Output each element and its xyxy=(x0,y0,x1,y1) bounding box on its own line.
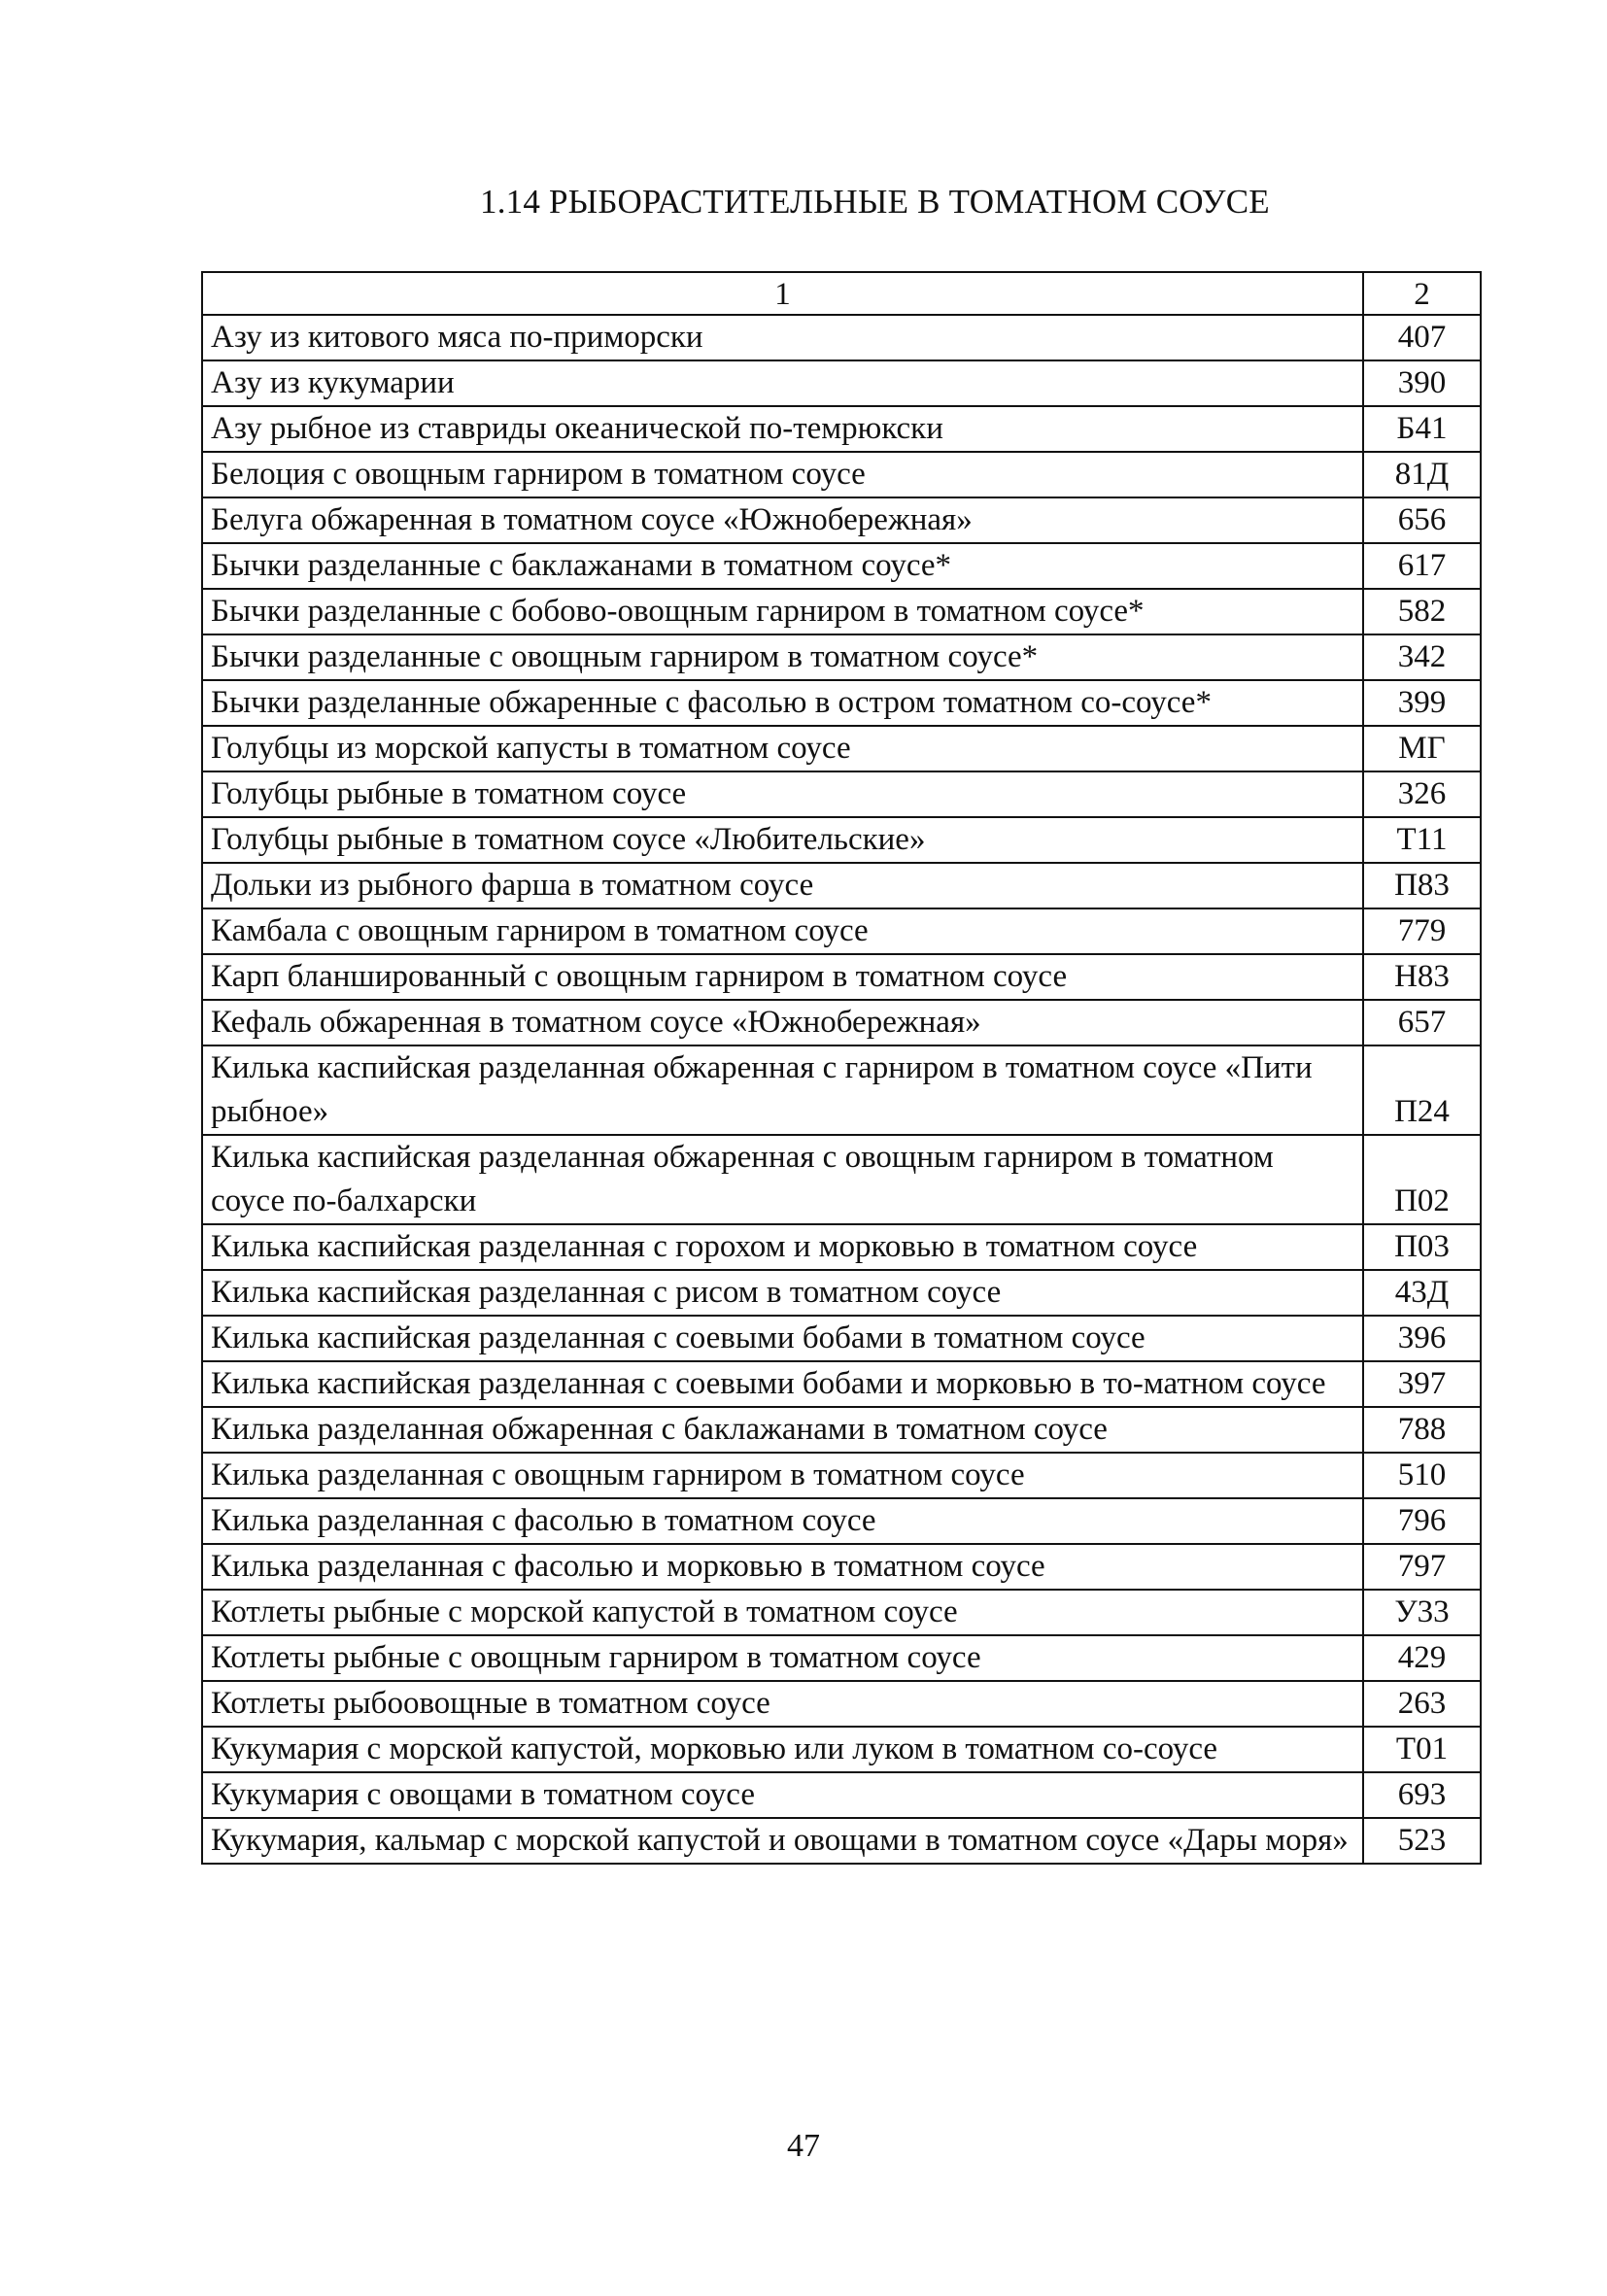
table-row xyxy=(202,771,1481,817)
product-code-cell: 397 xyxy=(1363,1361,1481,1407)
table-row xyxy=(202,497,1481,543)
product-name-cell: Котлеты рыбные с морской капустой в томатном соусе xyxy=(202,1590,1363,1635)
table-row xyxy=(202,1407,1481,1453)
product-code-cell: 263 xyxy=(1363,1681,1481,1727)
product-name-cell: Килька каспийская разделанная обжаренная с овощным гарниром в томатном соусе по-балхарски xyxy=(202,1135,1363,1224)
table-row xyxy=(202,954,1481,1000)
product-code-cell: Н83 xyxy=(1363,954,1481,1000)
table-row xyxy=(202,1045,1481,1135)
product-code-cell: Б41 xyxy=(1363,406,1481,452)
product-code-cell: 657 xyxy=(1363,1000,1481,1045)
product-code-cell: 523 xyxy=(1363,1818,1481,1864)
table-row xyxy=(202,863,1481,908)
product-code-cell: 617 xyxy=(1363,543,1481,589)
product-name-cell: Кукумария, кальмар с морской капустой и овощами в томатном соусе «Дары моря» xyxy=(202,1818,1363,1864)
product-code-cell: 779 xyxy=(1363,908,1481,954)
product-code-cell: 342 xyxy=(1363,634,1481,680)
product-name-cell: Белоция с овощным гарниром в томатном соусе xyxy=(202,452,1363,497)
product-code-cell: 796 xyxy=(1363,1498,1481,1544)
table-row xyxy=(202,1498,1481,1544)
table-row xyxy=(202,1590,1481,1635)
product-code-cell: Т01 xyxy=(1363,1727,1481,1772)
product-name-cell: Азу из кукумарии xyxy=(202,360,1363,406)
product-code-cell: П02 xyxy=(1363,1135,1481,1224)
product-code-cell: 693 xyxy=(1363,1772,1481,1818)
table-row xyxy=(202,1270,1481,1316)
table-row xyxy=(202,315,1481,360)
product-code-cell: Т11 xyxy=(1363,817,1481,863)
product-name-cell: Камбала с овощным гарниром в томатном соусе xyxy=(202,908,1363,954)
table-row xyxy=(202,543,1481,589)
product-name-cell: Бычки разделанные обжаренные с фасолью в остром томатном со-соусе* xyxy=(202,680,1363,726)
product-code-cell: П83 xyxy=(1363,863,1481,908)
table-row xyxy=(202,817,1481,863)
table-row xyxy=(202,1361,1481,1407)
product-name-cell: Котлеты рыбные с овощным гарниром в томатном соусе xyxy=(202,1635,1363,1681)
table-row xyxy=(202,1135,1481,1224)
table-row xyxy=(202,726,1481,771)
product-name-cell: Килька каспийская разделанная с горохом и морковью в томатном соусе xyxy=(202,1224,1363,1270)
table-row xyxy=(202,1772,1481,1818)
product-code-cell: 43Д xyxy=(1363,1270,1481,1316)
product-name-cell: Килька каспийская разделанная обжаренная с гарниром в томатном соусе «Пити рыбное» xyxy=(202,1045,1363,1135)
product-name-cell: Килька разделанная обжаренная с баклажанами в томатном соусе xyxy=(202,1407,1363,1453)
column-header-2: 2 xyxy=(1363,272,1481,315)
product-code-cell: 788 xyxy=(1363,1407,1481,1453)
product-name-cell: Голубцы из морской капусты в томатном соусе xyxy=(202,726,1363,771)
product-code-cell: П24 xyxy=(1363,1045,1481,1135)
column-header-1: 1 xyxy=(202,272,1363,315)
product-name-cell: Килька разделанная с фасолью и морковью в томатном соусе xyxy=(202,1544,1363,1590)
section-title: 1.14 РЫБОРАСТИТЕЛЬНЫЕ В ТОМАТНОМ СОУСЕ xyxy=(480,183,1270,221)
table-row xyxy=(202,1727,1481,1772)
table-row xyxy=(202,589,1481,634)
product-code-cell: 429 xyxy=(1363,1635,1481,1681)
product-name-cell: Азу из китового мяса по-приморски xyxy=(202,315,1363,360)
product-name-cell: Карп бланшированный с овощным гарниром в томатном соусе xyxy=(202,954,1363,1000)
table-row xyxy=(202,1544,1481,1590)
product-name-cell: Килька разделанная с овощным гарниром в томатном соусе xyxy=(202,1453,1363,1498)
table-row xyxy=(202,1818,1481,1864)
table-header-row xyxy=(202,272,1481,315)
page-number: 47 xyxy=(787,2128,820,2164)
product-code-cell: 326 xyxy=(1363,771,1481,817)
table-row xyxy=(202,1635,1481,1681)
product-name-cell: Кукумария с морской капустой, морковью или луком в томатном со-соусе xyxy=(202,1727,1363,1772)
product-code-cell: П03 xyxy=(1363,1224,1481,1270)
product-code-cell: 797 xyxy=(1363,1544,1481,1590)
product-code-cell: 582 xyxy=(1363,589,1481,634)
table-row xyxy=(202,406,1481,452)
product-name-cell: Азу рыбное из ставриды океанической по-темрюкски xyxy=(202,406,1363,452)
product-name-cell: Бычки разделанные с баклажанами в томатном соусе* xyxy=(202,543,1363,589)
product-code-cell: 399 xyxy=(1363,680,1481,726)
table-row xyxy=(202,1000,1481,1045)
product-code-cell: 407 xyxy=(1363,315,1481,360)
product-name-cell: Голубцы рыбные в томатном соусе xyxy=(202,771,1363,817)
product-code-cell: 390 xyxy=(1363,360,1481,406)
table-row xyxy=(202,1453,1481,1498)
table-row xyxy=(202,908,1481,954)
table-row xyxy=(202,452,1481,497)
product-code-cell: 510 xyxy=(1363,1453,1481,1498)
product-code-cell: МГ xyxy=(1363,726,1481,771)
product-name-cell: Килька каспийская разделанная с рисом в томатном соусе xyxy=(202,1270,1363,1316)
product-name-cell: Килька каспийская разделанная с соевыми бобами и морковью в то-матном соусе xyxy=(202,1361,1363,1407)
table-row xyxy=(202,634,1481,680)
product-name-cell: Бычки разделанные с овощным гарниром в томатном соусе* xyxy=(202,634,1363,680)
product-name-cell: Голубцы рыбные в томатном соусе «Любительские» xyxy=(202,817,1363,863)
table-row xyxy=(202,1316,1481,1361)
product-code-cell: 396 xyxy=(1363,1316,1481,1361)
product-table xyxy=(201,271,1482,1865)
product-name-cell: Килька разделанная с фасолью в томатном соусе xyxy=(202,1498,1363,1544)
table-row xyxy=(202,680,1481,726)
product-name-cell: Кефаль обжаренная в томатном соусе «Южнобережная» xyxy=(202,1000,1363,1045)
product-name-cell: Кукумария с овощами в томатном соусе xyxy=(202,1772,1363,1818)
product-name-cell: Дольки из рыбного фарша в томатном соусе xyxy=(202,863,1363,908)
product-name-cell: Котлеты рыбоовощные в томатном соусе xyxy=(202,1681,1363,1727)
product-name-cell: Белуга обжаренная в томатном соусе «Южнобережная» xyxy=(202,497,1363,543)
product-code-cell: 81Д xyxy=(1363,452,1481,497)
table-row xyxy=(202,360,1481,406)
table-row xyxy=(202,1681,1481,1727)
product-code-cell: У33 xyxy=(1363,1590,1481,1635)
product-name-cell: Килька каспийская разделанная с соевыми бобами в томатном соусе xyxy=(202,1316,1363,1361)
product-name-cell: Бычки разделанные с бобово-овощным гарниром в томатном соусе* xyxy=(202,589,1363,634)
product-code-cell: 656 xyxy=(1363,497,1481,543)
table-row xyxy=(202,1224,1481,1270)
